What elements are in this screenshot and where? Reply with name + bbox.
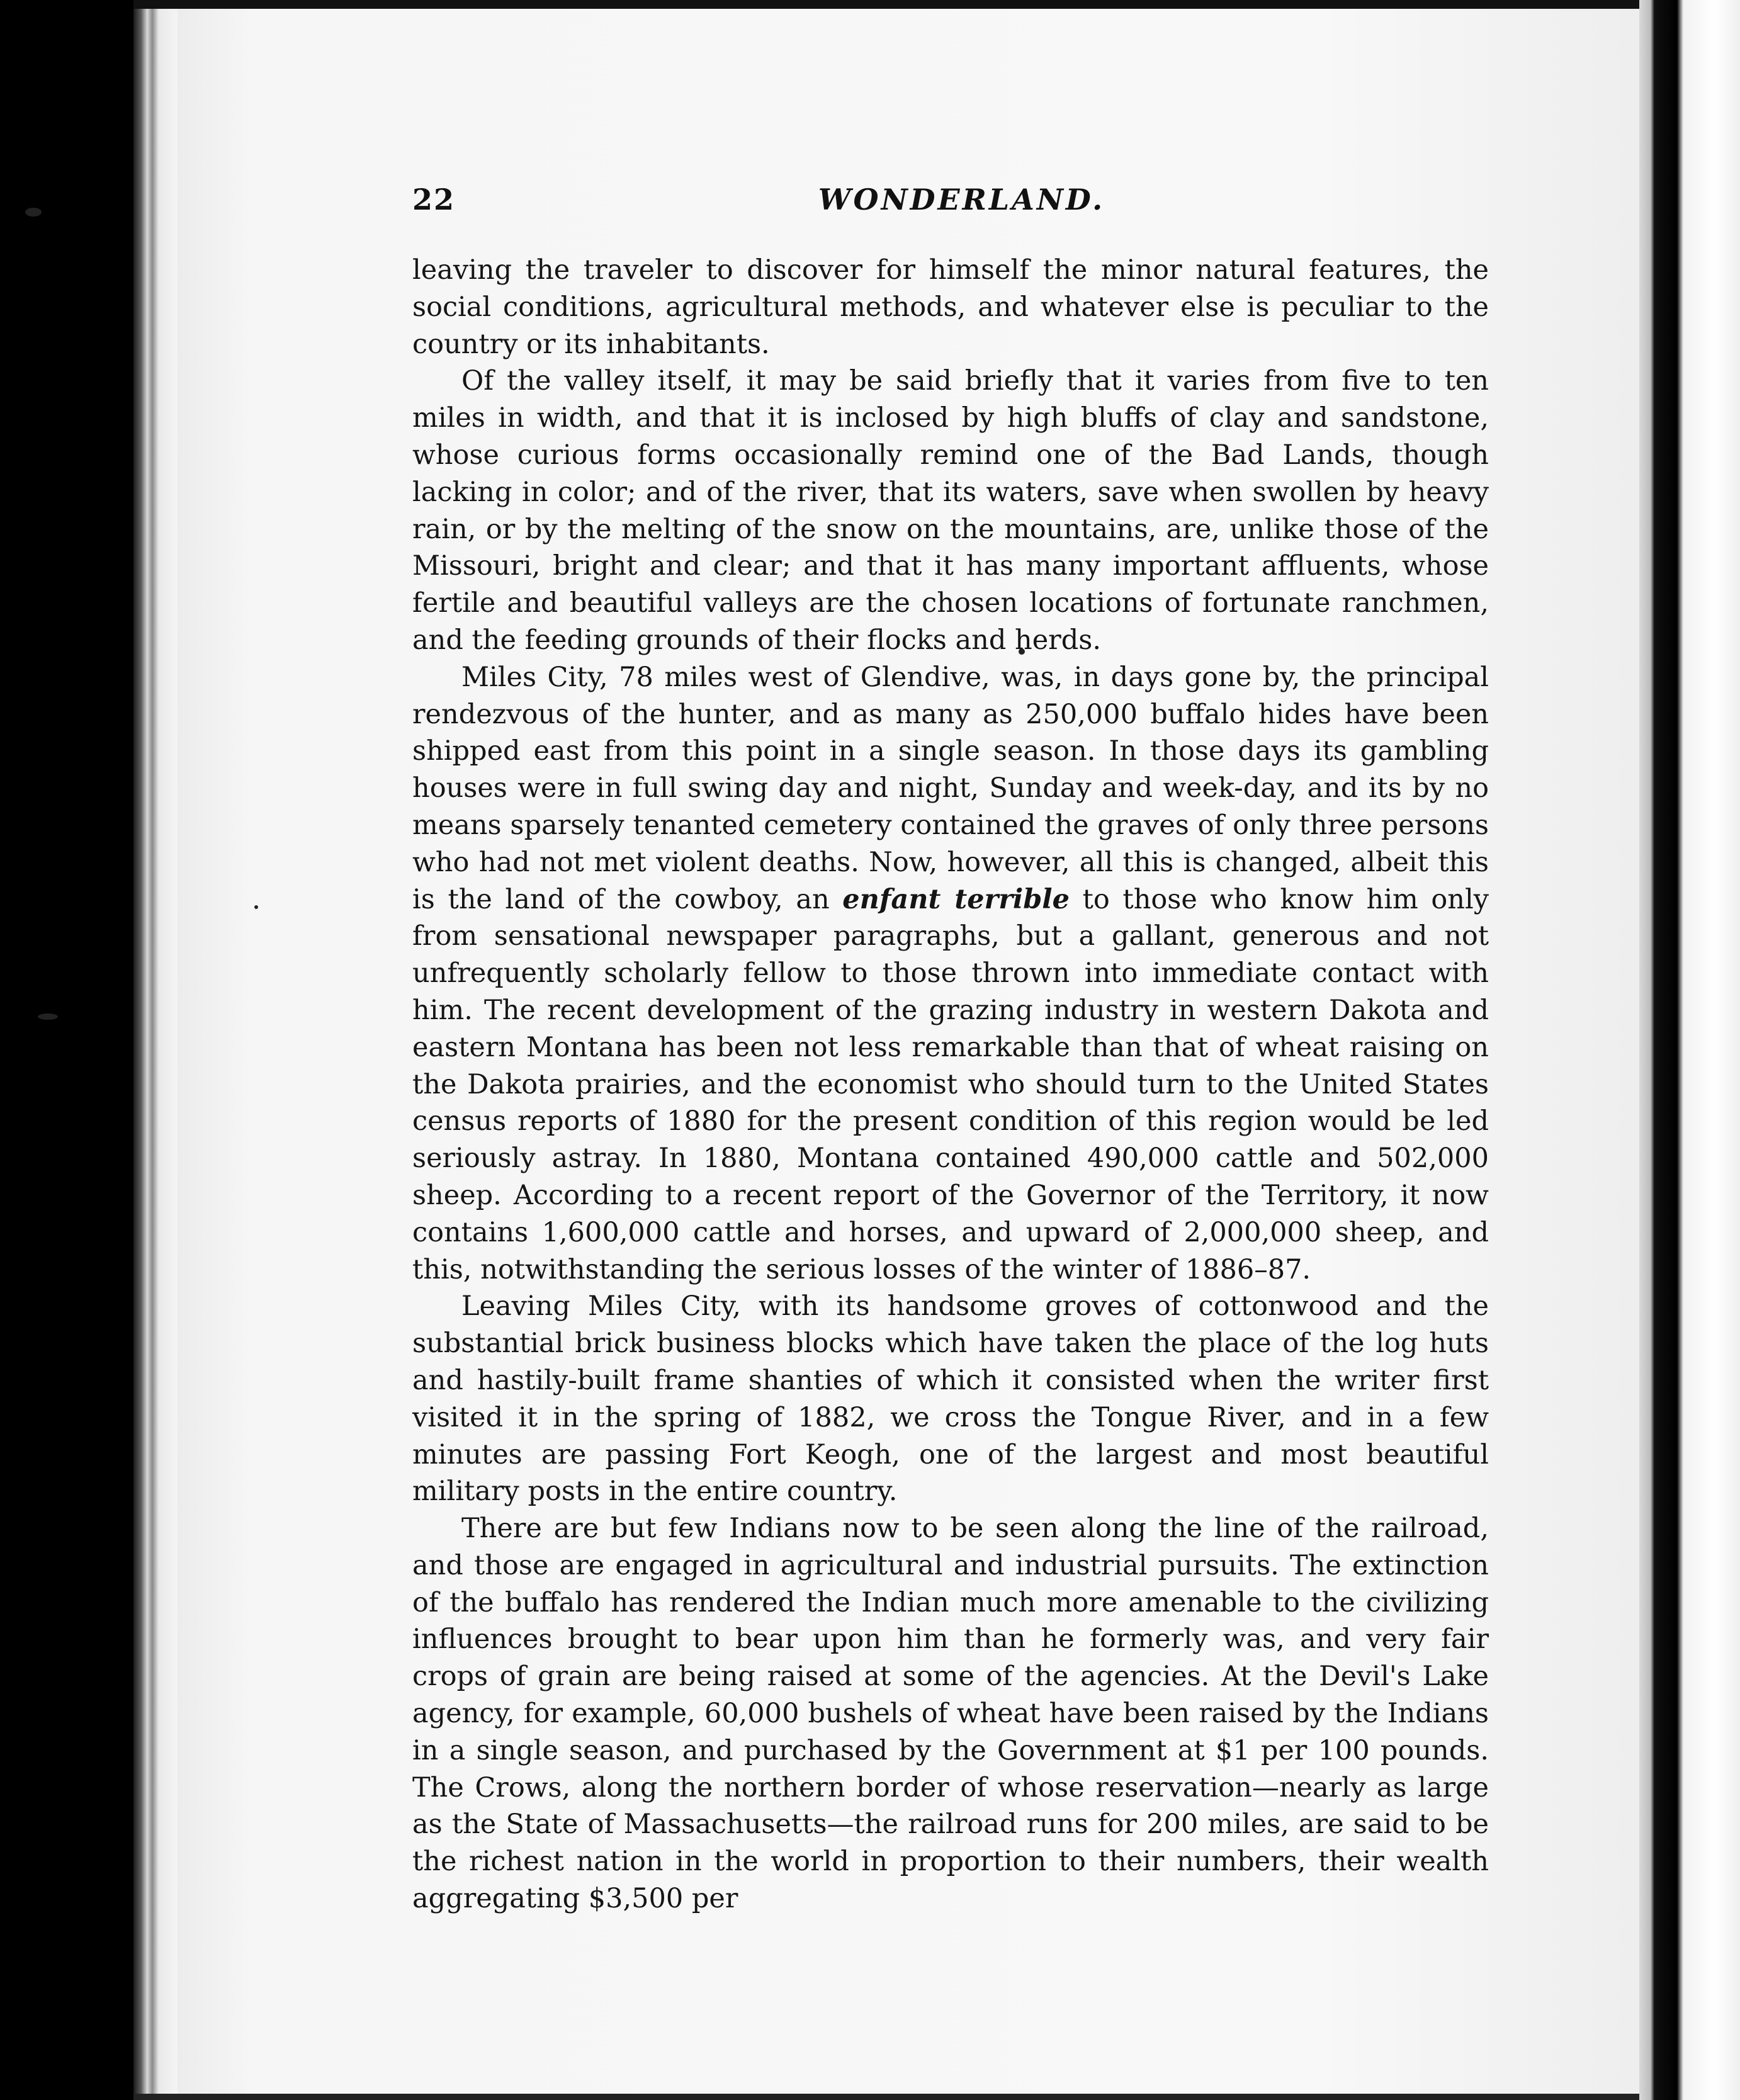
scan-border-bottom	[133, 2094, 1639, 2100]
scan-border-right	[1639, 0, 1740, 2100]
scan-speck	[38, 1013, 58, 1020]
paragraph-text: to those who know him only from sensational newspaper paragraphs, but a gallant, generous and not unfrequently scholarly fellow to those thrown into immediate contact with him. The recent development of the grazing industry in western Dakota and eastern Montana has been not less remarkable than that of wheat raising on the Dakota prairies, and the economist who should turn to the United States census reports of 1880 for the present condition of this region would be led seriously astray. In 1880, Montana contained 490,000 cattle and 502,000 sheep. According to a recent report of the Governor of the Territory, it now contains 1,600,000 cattle and horses, and upward of 2,000,000 sheep, and this, notwithstanding the serious losses of the winter of 1886–87.	[412, 883, 1489, 1285]
paragraph	[412, 659, 1489, 1289]
running-head	[412, 183, 1492, 227]
paragraph: leaving the traveler to discover for himself the minor natural features, the social conditions, agricultural methods, and whatever else is peculiar to the country or its inhabitants.	[412, 254, 1489, 360]
paragraph: Leaving Miles City, with its handsome groves of cottonwood and the substantial brick business blocks which have taken the place of the log huts and hastily-built frame shanties of which it consisted when the writer first visited it in the spring of 1882, we cross the Tongue River, and in a few minutes are passing Fort Keogh, one of the largest and most beautiful military posts in the entire country.	[412, 1290, 1489, 1508]
scan-speck	[254, 905, 258, 909]
scan-border-left	[0, 0, 133, 2100]
body-text	[412, 252, 1489, 1917]
page-number: 22	[412, 183, 456, 217]
book-gutter	[133, 0, 178, 2100]
scan-speck	[25, 208, 42, 217]
paragraph: There are but few Indians now to be seen along the line of the railroad, and those are engaged in agricultural and industrial pursuits. The extinction of the buffalo has rendered the Indian much more amenable to the civilizing influences brought to bear upon him than he formerly was, and very fair crops of grain are being raised at some of the agencies. At the Devil's Lake agency, for example, 60,000 bushels of wheat have been raised by the Indians in a single season, and purchased by the Government at $1 per 100 pounds. The Crows, along the northern border of whose reservation—nearly as large as the State of Massachusetts—the railroad runs for 200 miles, are said to be the richest nation in the world in proportion to their numbers, their wealth aggregating $3,500 per	[412, 1513, 1489, 1915]
emphasized-phrase: enfant terrible	[842, 883, 1070, 915]
scan-border-top	[133, 0, 1639, 9]
paragraph-text: Miles City, 78 miles west of Glendive, was, in days gone by, the principal rendezvous of the hunter, and as many as 250,000 buffalo hides have been shipped east from this point in a single season. In those days its gambling houses were in full swing day and night, Sunday and week-day, and its by no means sparsely tenanted cemetery contained the graves of only three persons who had not met violent deaths. Now, however, all this is changed, albeit this is the land of the cowboy, an	[412, 661, 1489, 915]
running-title: WONDERLAND.	[818, 183, 1105, 217]
paragraph: Of the valley itself, it may be said briefly that it varies from five to ten miles in width, and that it is inclosed by high bluffs of clay and sandstone, whose curious forms occasionally remind one of the Bad Lands, though lacking in color; and of the river, that its waters, save when swollen by heavy rain, or by the melting of the snow on the mountains, are, unlike those of the Missouri, bright and clear; and that it has many important affluents, whose fertile and beautiful valleys are the chosen locations of fortunate ranchmen, and the feeding grounds of their flocks and herds.	[412, 365, 1489, 656]
